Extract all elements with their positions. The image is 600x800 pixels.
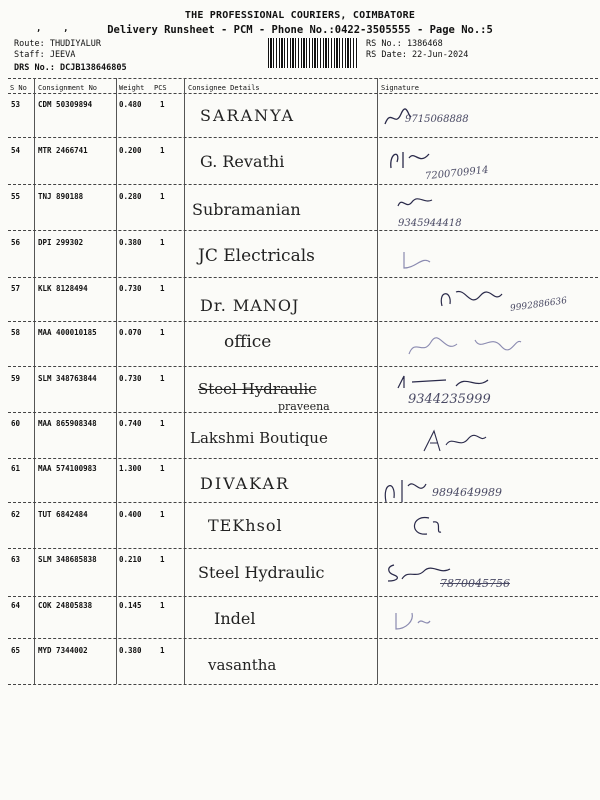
runsheet-title: Delivery Runsheet - PCM - Phone No.:0422-3505555 - Page No.:5 [107, 24, 493, 36]
consignment-cell: SLM 348685838 [38, 555, 97, 564]
consignment-cell: CDM 50309894 [38, 100, 93, 109]
consignee-handwriting: Steel Hydraulic [198, 563, 325, 582]
sno-cell: 54 [11, 146, 21, 155]
weight-cell: 0.380 [119, 646, 142, 655]
pcs-cell: 1 [160, 374, 165, 383]
col-divider [377, 78, 378, 684]
row-rule [8, 184, 598, 185]
weight-cell: 0.400 [119, 510, 142, 519]
pcs-cell: 1 [160, 238, 165, 247]
consignment-cell: MAA 574100983 [38, 464, 97, 473]
sno-cell: 61 [11, 464, 21, 473]
rs-number: RS No.: 1386468 [366, 39, 443, 49]
consignment-cell: TUT 6842484 [38, 510, 88, 519]
pcs-cell: 1 [160, 510, 165, 519]
col-divider [184, 78, 185, 684]
consignee-handwriting: Lakshmi Boutique [190, 429, 328, 447]
table-top-rule [8, 78, 598, 79]
consignment-cell: MYD 7344002 [38, 646, 88, 655]
sno-cell: 57 [11, 284, 21, 293]
consignment-cell: MAA 400010185 [38, 328, 97, 337]
signature-handwriting: 9715068888 [405, 114, 469, 125]
consignment-cell: KLK 8128494 [38, 284, 88, 293]
col-header-consignee: Consignee Details [188, 84, 260, 92]
row-rule [8, 638, 598, 639]
staff-label: Staff: JEEVA [14, 50, 76, 60]
weight-cell: 0.070 [119, 328, 142, 337]
signature-scribble [405, 332, 525, 360]
weight-cell: 0.145 [119, 601, 142, 610]
sno-cell: 62 [11, 510, 21, 519]
signature-scribble [392, 607, 432, 633]
signature-scribble [384, 561, 454, 583]
col-header-signature: Signature [381, 84, 419, 92]
row-rule [8, 596, 598, 597]
consignee-handwriting-note: praveena [278, 400, 330, 413]
signature-handwriting: 9894649989 [432, 486, 502, 499]
row-rule [8, 412, 598, 413]
col-header-weight: Weight [119, 84, 145, 92]
sno-cell: 58 [11, 328, 21, 337]
signature-handwriting: 9345944418 [398, 218, 462, 229]
col-divider [34, 78, 35, 684]
col-header-sno: S No [10, 84, 27, 92]
signature-scribble [400, 248, 434, 272]
consignee-handwriting: SARANYA [200, 106, 295, 125]
company-title: THE PROFESSIONAL COURIERS, COIMBATORE [184, 10, 416, 21]
row-rule [8, 502, 598, 503]
consignment-cell: TNJ 890188 [38, 192, 84, 201]
row-rule [8, 548, 598, 549]
consignee-handwriting: TEKhsol [208, 516, 283, 535]
pcs-cell: 1 [160, 328, 165, 337]
drs-number: DRS No.: DCJB138646805 [14, 63, 127, 73]
consignment-cell: COK 24805838 [38, 601, 93, 610]
col-header-consignment: Consignment No [38, 84, 98, 92]
col-header-pcs: PCS [154, 84, 167, 92]
table-bottom-rule [8, 684, 598, 685]
pcs-cell: 1 [160, 555, 165, 564]
signature-scribble [396, 194, 436, 212]
row-rule [8, 458, 598, 459]
sno-cell: 64 [11, 601, 21, 610]
signature-scribble [436, 286, 506, 314]
col-divider [116, 78, 117, 684]
weight-cell: 0.280 [119, 192, 142, 201]
signature-scribble [385, 148, 435, 174]
signature-scribble [396, 374, 496, 392]
weight-cell: 0.730 [119, 284, 142, 293]
pcs-cell: 1 [160, 192, 165, 201]
sno-cell: 56 [11, 238, 21, 247]
sno-cell: 65 [11, 646, 21, 655]
signature-handwriting: 9344235999 [408, 392, 491, 407]
signature-handwriting: 7200709914 [424, 164, 490, 183]
weight-cell: 0.380 [119, 238, 142, 247]
consignment-cell: MTR 2466741 [38, 146, 88, 155]
consignment-cell: SLM 348763844 [38, 374, 97, 383]
pcs-cell: 1 [160, 284, 165, 293]
weight-cell: 0.200 [119, 146, 142, 155]
row-rule [8, 321, 598, 322]
consignee-handwriting: DIVAKAR [200, 474, 291, 493]
pcs-cell: 1 [160, 146, 165, 155]
sno-cell: 60 [11, 419, 21, 428]
rs-date: RS Date: 22-Jun-2024 [366, 50, 469, 60]
consignee-handwriting: office [224, 332, 272, 352]
row-rule [8, 230, 598, 231]
pcs-cell: 1 [160, 419, 165, 428]
consignee-handwriting: Steel Hydraulic [198, 380, 317, 398]
pcs-cell: 1 [160, 100, 165, 109]
signature-handwriting: 7870045756 [440, 577, 510, 590]
consignee-handwriting: vasantha [208, 656, 277, 674]
barcode [268, 38, 358, 68]
weight-cell: 0.210 [119, 555, 142, 564]
row-rule [8, 137, 598, 138]
weight-cell: 0.730 [119, 374, 142, 383]
pcs-cell: 1 [160, 601, 165, 610]
consignee-handwriting: Indel [214, 609, 256, 628]
pcs-cell: 1 [160, 646, 165, 655]
dot-mark: , , [36, 24, 69, 34]
route-label: Route: THUDIYALUR [14, 39, 101, 49]
signature-scribble [405, 512, 445, 540]
sno-cell: 63 [11, 555, 21, 564]
weight-cell: 1.300 [119, 464, 142, 473]
sno-cell: 55 [11, 192, 21, 201]
row-rule [8, 277, 598, 278]
consignment-cell: MAA 865908348 [38, 419, 97, 428]
signature-scribble [420, 427, 490, 455]
weight-cell: 0.480 [119, 100, 142, 109]
consignee-handwriting: Dr. MANOJ [200, 296, 300, 315]
weight-cell: 0.740 [119, 419, 142, 428]
row-rule [8, 366, 598, 367]
signature-handwriting: 9992886636 [509, 296, 568, 314]
sno-cell: 53 [11, 100, 21, 109]
pcs-cell: 1 [160, 464, 165, 473]
sno-cell: 59 [11, 374, 21, 383]
signature-scribble [383, 106, 413, 130]
consignee-handwriting: JC Electricals [198, 246, 315, 266]
table-header-rule [8, 93, 598, 94]
consignment-cell: DPI 299302 [38, 238, 84, 247]
consignee-handwriting: Subramanian [192, 200, 301, 219]
consignee-handwriting: G. Revathi [200, 152, 285, 171]
